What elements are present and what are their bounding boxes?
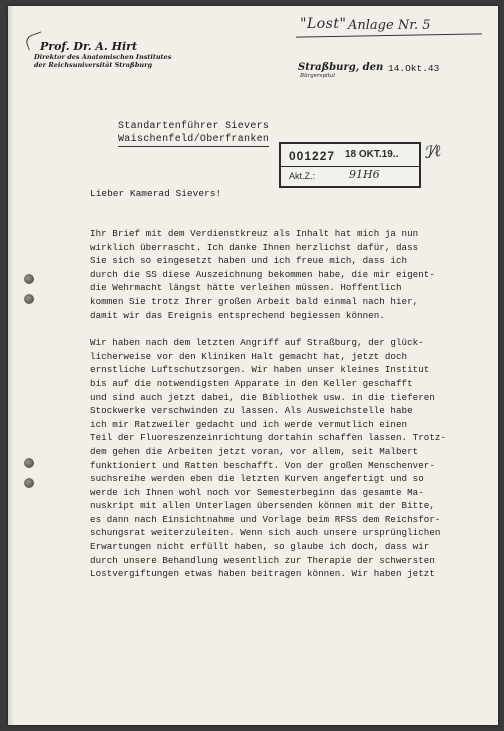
letterhead-university: der Reichsuniversität Straßburg <box>34 61 153 69</box>
body-line: funktioniert und Ratten beschafft. Von der großen Menschenver- <box>90 459 435 471</box>
body-line: ernstliche Luftschutzsorgen. Wir haben unser kleines Institut <box>90 364 430 376</box>
document-page <box>8 6 498 725</box>
stamp-number: 001227 <box>289 149 336 163</box>
body-line: es dann nach Einsichtnahme und Vorlage beim RFSS dem Reichsfor- <box>90 513 441 525</box>
letter-body <box>90 227 470 581</box>
body-line: und sind auch jetzt dabei, die Bibliothek usw. in die tieferen <box>90 391 435 403</box>
body-line: damit wir das Ereignis entsprechend begiessen können. <box>90 309 385 321</box>
body-line: Teil der Fluoreszenzeinrichtung dortahin schaffen lassen. Trotz- <box>90 432 447 444</box>
body-line: wirklich überrascht. Ich danke Ihnen herzlichst dafür, dass <box>90 241 419 253</box>
body-line: nuskript mit allen Unterlagen übersenden können mit der Bitte, <box>90 500 435 512</box>
body-line: durch unsere Behandlung wesentlich zur Therapie der schwersten <box>90 554 435 566</box>
letter-date: 14.Okt.43 <box>388 63 440 74</box>
punch-hole <box>24 478 34 488</box>
body-line: Lostvergiftungen etwas haben beitragen können. Wir haben jetzt <box>90 568 435 580</box>
letterhead-name: Prof. Dr. A. Hirt <box>40 40 138 53</box>
body-line: Erwartungen nicht erfüllt haben, so glaube ich doch, dass wir <box>90 541 430 553</box>
letterhead <box>30 40 180 69</box>
body-line: werde ich Ihnen wohl noch vor Semesterbeginn das gesamte Ma- <box>90 486 424 498</box>
place-sub: Bürgerspital <box>300 73 335 79</box>
body-line: schungsrat weiterzuleiten. Wenn sich auch unsere ursprünglichen <box>90 527 441 539</box>
body-line: die Wehrmacht längst hätte verleihen müssen. Hoffentlich <box>90 282 402 294</box>
body-line: Sie sich so eingesetzt haben und ich freue mich, dass ich <box>90 255 408 267</box>
recipient-line-2: Waischenfeld/Oberfranken <box>118 134 270 145</box>
stamp-date: 18 OKT.19.. <box>345 149 399 160</box>
salutation: Lieber Kamerad Sievers! <box>90 188 222 199</box>
body-line: dem gehen die Arbeiten jetzt voran, vor allem, seit Malbert <box>90 445 419 457</box>
punch-hole <box>24 294 34 304</box>
body-line: suchsreihe werden eben die letzten Kurven angefertigt und so <box>90 473 424 485</box>
punch-hole <box>24 458 34 468</box>
handwritten-lost-annotation: "Lost" <box>300 16 347 32</box>
stamp-az-value: 91H6 <box>349 168 380 181</box>
place-block <box>298 62 383 79</box>
body-line: durch die SS diese Auszeichnung bekommen habe, die mir eigent- <box>90 268 435 280</box>
recipient-line-1: Standartenführer Sievers <box>118 121 270 132</box>
handwritten-anlage-annotation: Anlage Nr. 5 <box>348 18 431 33</box>
letterhead-role: Direktor des Anatomischen Institutes <box>34 53 172 61</box>
body-line: licherweise vor den Kliniken Halt gemacht hat, jetzt doch <box>90 350 408 362</box>
paragraph-2 <box>90 336 470 581</box>
place-city: Straßburg, den <box>298 62 384 73</box>
body-line: Stockwerke verschwinden zu lassen. Als Ausweichstelle habe <box>90 405 413 417</box>
body-line: kommen Sie trotz Ihrer großen Arbeit bald einmal nach hier, <box>90 295 419 307</box>
handwritten-initials: ℐ⁄ℓ <box>422 140 443 163</box>
body-line: Ihr Brief mit dem Verdienstkreuz als Inhalt hat mich ja nun <box>90 228 419 239</box>
body-line: Wir haben nach dem letzten Angriff auf Straßburg, der glück- <box>90 337 424 349</box>
annotation-underline <box>296 33 482 37</box>
body-line: ich mir Ratzweiler gedacht und ich werde vermutlich einen <box>90 418 408 430</box>
body-line: bis auf die notwendigsten Apparate in den Keller geschafft <box>90 377 413 389</box>
receipt-stamp <box>279 142 421 188</box>
stamp-az-label: Akt.Z.: <box>289 171 316 181</box>
punch-hole <box>24 274 34 284</box>
paragraph-1 <box>90 227 470 322</box>
